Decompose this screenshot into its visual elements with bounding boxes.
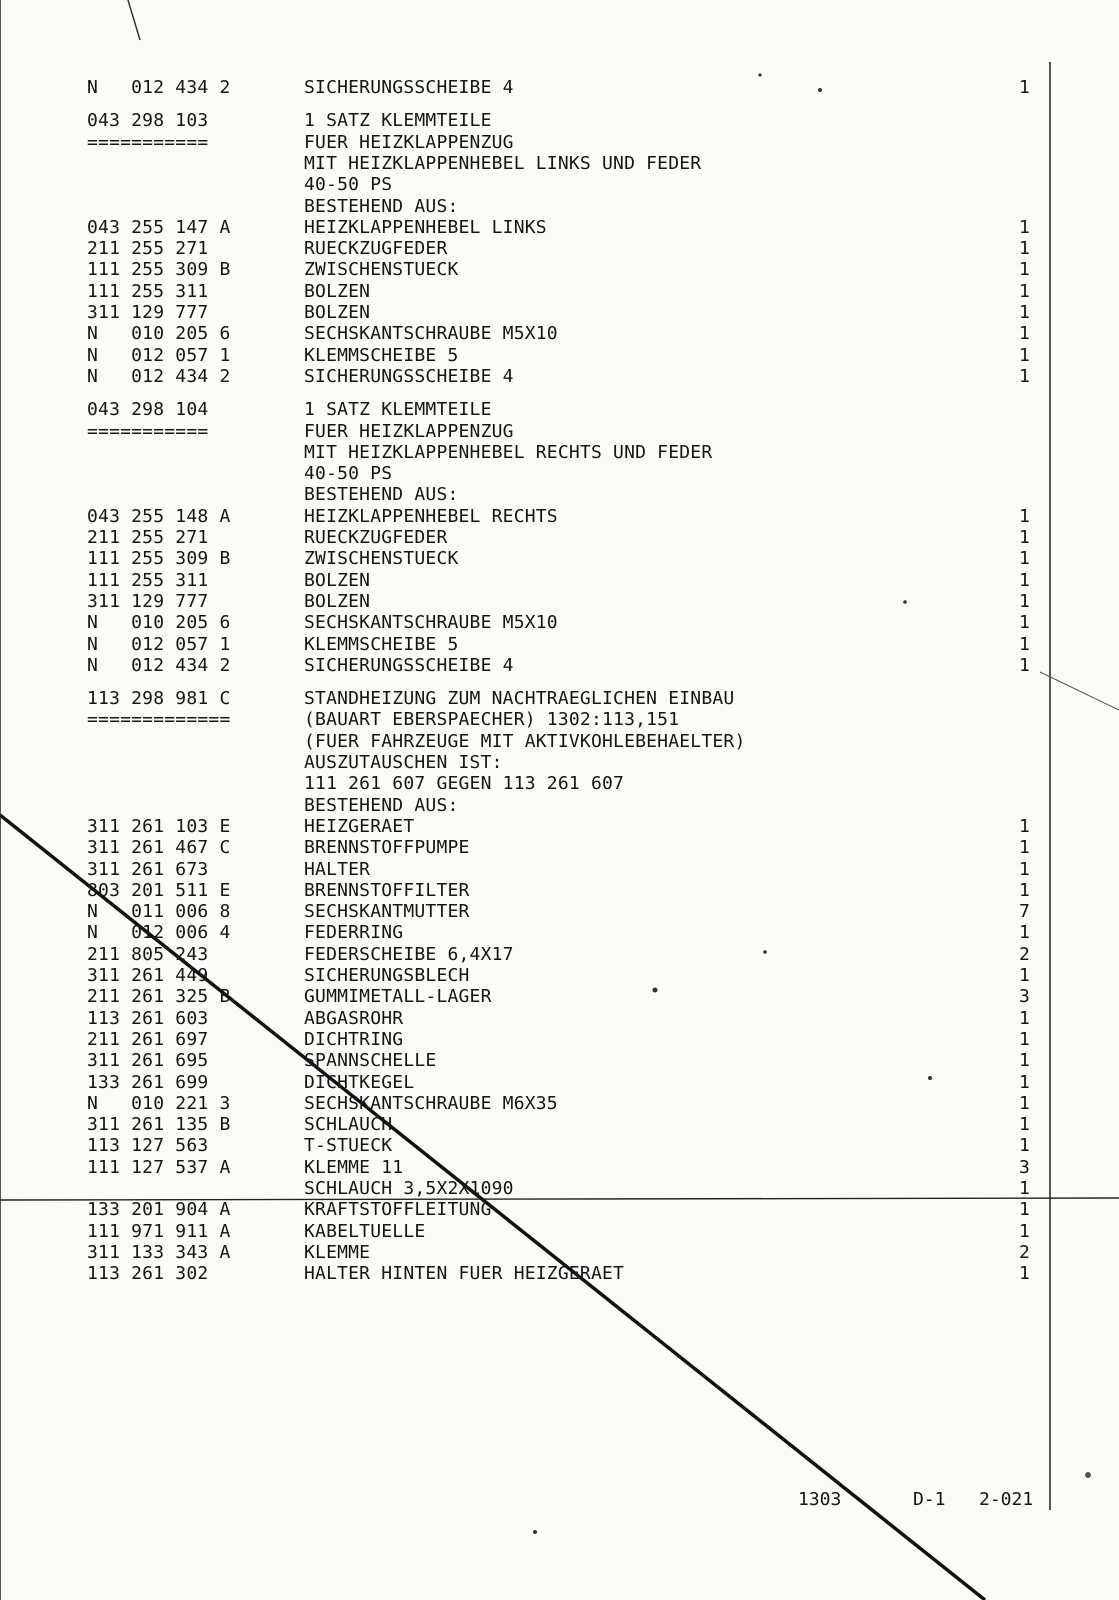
list-item: [87, 965, 1037, 987]
part-description: BRENNSTOFFILTER: [304, 879, 470, 901]
list-item: [87, 859, 1037, 881]
list-item: [87, 345, 1037, 367]
part-description: DICHTKEGEL: [304, 1071, 415, 1093]
part-number: N 010 205 6: [87, 323, 231, 345]
part-number: 111 255 311: [87, 280, 209, 302]
part-number: 311 129 777: [87, 302, 209, 323]
part-number: 111 127 537 A: [87, 1156, 231, 1178]
part-number: N 012 057 1: [87, 344, 231, 366]
part-description: SECHSKANTMUTTER: [304, 901, 470, 923]
list-item: [87, 323, 1037, 345]
speck: [1085, 1472, 1091, 1478]
part-number: 311 261 695: [87, 1050, 209, 1072]
list-item: [87, 901, 1037, 923]
section-code: D-1: [913, 1489, 946, 1510]
list-item: [87, 688, 1037, 710]
list-item: [87, 570, 1037, 592]
quantity: 1: [1018, 216, 1030, 238]
quantity: 1: [1018, 654, 1030, 676]
list-item: [87, 399, 1037, 421]
part-number: ===========: [87, 131, 209, 153]
part-description: SICHERUNGSSCHEIBE 4: [304, 77, 514, 98]
part-number: N 010 221 3: [87, 1092, 231, 1114]
part-number: ===========: [87, 420, 209, 442]
list-item: [87, 612, 1037, 634]
part-number: N 012 006 4: [87, 922, 231, 944]
quantity: 1: [1018, 1263, 1030, 1285]
list-item: [87, 196, 1037, 218]
list-item: [87, 463, 1037, 485]
quantity: 3: [1018, 986, 1030, 1008]
part-description: KLEMME 11: [304, 1156, 404, 1178]
part-description: MIT HEIZKLAPPENHEBEL LINKS UND FEDER: [304, 152, 702, 174]
quantity: 1: [1018, 1007, 1030, 1029]
part-number: 803 201 511 E: [87, 879, 231, 901]
part-description: ZWISCHENSTUECK: [304, 548, 459, 570]
quantity: 1: [1018, 590, 1030, 612]
list-item: [87, 709, 1037, 731]
quantity: 1: [1018, 858, 1030, 880]
quantity: 1: [1018, 280, 1030, 302]
part-number: 311 261 467 C: [87, 837, 231, 859]
quantity: 1: [1018, 1071, 1030, 1093]
list-item: [87, 816, 1037, 838]
part-description: BESTEHEND AUS:: [304, 195, 459, 217]
quantity: 1: [1018, 815, 1030, 837]
part-description: KLEMMSCHEIBE 5: [304, 344, 459, 366]
part-description: BRENNSTOFFPUMPE: [304, 837, 470, 859]
part-description: MIT HEIZKLAPPENHEBEL RECHTS UND FEDER: [304, 441, 713, 463]
list-item: [87, 1114, 1037, 1136]
part-description: T-STUECK: [304, 1135, 393, 1157]
part-number: 111 255 309 B: [87, 259, 231, 281]
quantity: 3: [1018, 1156, 1030, 1178]
list-item: [87, 421, 1037, 443]
part-description: 40-50 PS: [304, 174, 393, 196]
list-item: [87, 1199, 1037, 1221]
quantity: 1: [1018, 1199, 1030, 1221]
quantity: 1: [1018, 965, 1030, 986]
part-number: 111 255 311: [87, 569, 209, 591]
part-number: 211 261 697: [87, 1028, 209, 1050]
part-number: 043 298 103: [87, 110, 209, 132]
quantity: 7: [1018, 901, 1030, 923]
part-number: 211 255 271: [87, 238, 209, 260]
part-description: KABELTUELLE: [304, 1220, 426, 1242]
model-number: 1303: [798, 1489, 842, 1510]
part-description: SICHERUNGSSCHEIBE 4: [304, 654, 514, 676]
part-description: 40-50 PS: [304, 463, 393, 485]
list-item: [87, 634, 1037, 656]
quantity: 1: [1018, 1114, 1030, 1136]
part-number: N 010 205 6: [87, 612, 231, 634]
part-number: 113 298 981 C: [87, 688, 231, 710]
part-description: BOLZEN: [304, 302, 371, 323]
part-description: SECHSKANTSCHRAUBE M6X35: [304, 1092, 558, 1114]
part-description: FEDERSCHEIBE 6,4X17: [304, 943, 514, 965]
list-item: [87, 1178, 1037, 1200]
part-description: STANDHEIZUNG ZUM NACHTRAEGLICHEN EINBAU: [304, 688, 735, 710]
list-item: [87, 944, 1037, 966]
part-number: 113 261 302: [87, 1263, 209, 1285]
list-item: [87, 1008, 1037, 1030]
list-item: [87, 527, 1037, 549]
part-number: 311 261 135 B: [87, 1114, 231, 1136]
list-item: [87, 795, 1037, 817]
part-number: 211 805 243: [87, 943, 209, 965]
list-item: [87, 442, 1037, 464]
part-description: 1 SATZ KLEMMTEILE: [304, 399, 492, 421]
part-description: SICHERUNGSSCHEIBE 4: [304, 365, 514, 387]
part-description: HEIZKLAPPENHEBEL RECHTS: [304, 505, 558, 527]
part-number: N 012 057 1: [87, 633, 231, 655]
list-item: [87, 281, 1037, 303]
quantity: 1: [1018, 1050, 1030, 1072]
part-description: ABGASROHR: [304, 1007, 404, 1029]
part-description: HALTER HINTEN FUER HEIZGERAET: [304, 1263, 625, 1285]
part-description: FUER HEIZKLAPPENZUG: [304, 420, 514, 442]
quantity: 1: [1018, 302, 1030, 323]
part-description: BESTEHEND AUS:: [304, 794, 459, 816]
list-item: [87, 1093, 1037, 1115]
list-item: [87, 110, 1037, 132]
list-item: [87, 655, 1037, 677]
part-description: ZWISCHENSTUECK: [304, 259, 459, 281]
part-description: SPANNSCHELLE: [304, 1050, 437, 1072]
part-number: N 012 434 2: [87, 365, 231, 387]
quantity: 1: [1018, 569, 1030, 591]
part-description: SCHLAUCH 3,5X2X1090: [304, 1178, 514, 1199]
quantity: 1: [1018, 879, 1030, 901]
list-item: [87, 366, 1037, 388]
quantity: 1: [1018, 1220, 1030, 1242]
list-item: [87, 77, 1037, 99]
part-number: N 012 434 2: [87, 654, 231, 676]
list-item: [87, 506, 1037, 528]
part-description: DICHTRING: [304, 1028, 404, 1050]
list-item: [87, 837, 1037, 859]
part-number: 133 261 699: [87, 1071, 209, 1093]
part-number: 211 255 271: [87, 527, 209, 548]
part-description: KLEMMSCHEIBE 5: [304, 633, 459, 655]
quantity: 1: [1018, 77, 1030, 98]
part-number: 111 255 309 B: [87, 548, 231, 570]
list-item: [87, 217, 1037, 239]
part-description: FUER HEIZKLAPPENZUG: [304, 131, 514, 153]
part-number: 311 129 777: [87, 590, 209, 612]
part-number: 311 261 103 E: [87, 815, 231, 837]
speck: [533, 1530, 537, 1534]
part-description: (BAUART EBERSPAECHER) 1302:113,151: [304, 709, 680, 731]
part-number: 311 261 449: [87, 965, 209, 986]
part-description: 111 261 607 GEGEN 113 261 607: [304, 773, 625, 795]
quantity: 1: [1018, 633, 1030, 655]
list-item: [87, 1072, 1037, 1094]
part-description: FEDERRING: [304, 922, 404, 944]
list-item: [87, 752, 1037, 774]
part-number: 211 261 325 B: [87, 986, 231, 1008]
part-number: 113 127 563: [87, 1135, 209, 1157]
part-description: HALTER: [304, 858, 371, 880]
quantity: 1: [1018, 1178, 1030, 1199]
list-item: [87, 591, 1037, 613]
quantity: 1: [1018, 1028, 1030, 1050]
list-item: [87, 731, 1037, 753]
quantity: 1: [1018, 238, 1030, 260]
part-description: SICHERUNGSBLECH: [304, 965, 470, 986]
quantity: 1: [1018, 1092, 1030, 1114]
part-number: 113 261 603: [87, 1007, 209, 1029]
part-description: KRAFTSTOFFLEITUNG: [304, 1199, 492, 1221]
part-description: (FUER FAHRZEUGE MIT AKTIVKOHLEBEHAELTER): [304, 730, 746, 752]
edge-crease-line: [1040, 672, 1119, 710]
list-item: [87, 548, 1037, 570]
list-item: [87, 153, 1037, 175]
quantity: 1: [1018, 1135, 1030, 1157]
list-item: [87, 986, 1037, 1008]
list-item: [87, 773, 1037, 795]
list-item: [87, 484, 1037, 506]
list-item: [87, 1135, 1037, 1157]
part-number: N 012 434 2: [87, 77, 231, 98]
part-description: AUSZUTAUSCHEN IST:: [304, 752, 503, 773]
part-description: BOLZEN: [304, 280, 371, 302]
list-item: [87, 1157, 1037, 1179]
list-item: [87, 259, 1037, 281]
quantity: 1: [1018, 612, 1030, 634]
part-number: =============: [87, 709, 231, 731]
part-number: 043 255 147 A: [87, 216, 231, 238]
part-description: 1 SATZ KLEMMTEILE: [304, 110, 492, 132]
part-number: 043 298 104: [87, 399, 209, 421]
list-item: [87, 1029, 1037, 1051]
part-description: BESTEHEND AUS:: [304, 484, 459, 506]
quantity: 1: [1018, 259, 1030, 281]
list-item: [87, 132, 1037, 154]
part-number: 311 133 343 A: [87, 1241, 231, 1263]
list-item: [87, 1221, 1037, 1243]
part-number: 111 971 911 A: [87, 1220, 231, 1242]
quantity: 1: [1018, 527, 1030, 548]
part-number: 043 255 148 A: [87, 505, 231, 527]
part-description: SCHLAUCH: [304, 1114, 393, 1136]
list-item: [87, 174, 1037, 196]
part-description: HEIZKLAPPENHEBEL LINKS: [304, 216, 547, 238]
part-number: 311 261 673: [87, 858, 209, 880]
list-item: [87, 1263, 1037, 1285]
part-number: 133 201 904 A: [87, 1199, 231, 1221]
list-item: [87, 922, 1037, 944]
quantity: 2: [1018, 943, 1030, 965]
list-item: [87, 302, 1037, 324]
part-description: SECHSKANTSCHRAUBE M5X10: [304, 323, 558, 345]
quantity: 1: [1018, 922, 1030, 944]
list-item: [87, 238, 1037, 260]
quantity: 1: [1018, 323, 1030, 345]
quantity: 1: [1018, 548, 1030, 570]
part-number: N 011 006 8: [87, 901, 231, 923]
part-description: BOLZEN: [304, 590, 371, 612]
quantity: 1: [1018, 505, 1030, 527]
page-number: 2-021: [979, 1489, 1034, 1510]
quantity: 1: [1018, 344, 1030, 366]
part-description: HEIZGERAET: [304, 815, 415, 837]
part-description: GUMMIMETALL-LAGER: [304, 986, 492, 1008]
part-description: RUECKZUGFEDER: [304, 527, 448, 548]
scribble-mark: [128, 0, 140, 40]
part-description: SECHSKANTSCHRAUBE M5X10: [304, 612, 558, 634]
list-item: [87, 1242, 1037, 1264]
quantity: 1: [1018, 837, 1030, 859]
part-description: RUECKZUGFEDER: [304, 238, 448, 260]
list-item: [87, 880, 1037, 902]
quantity: 2: [1018, 1241, 1030, 1263]
list-item: [87, 1050, 1037, 1072]
part-description: BOLZEN: [304, 569, 371, 591]
quantity: 1: [1018, 365, 1030, 387]
part-description: KLEMME: [304, 1241, 371, 1263]
